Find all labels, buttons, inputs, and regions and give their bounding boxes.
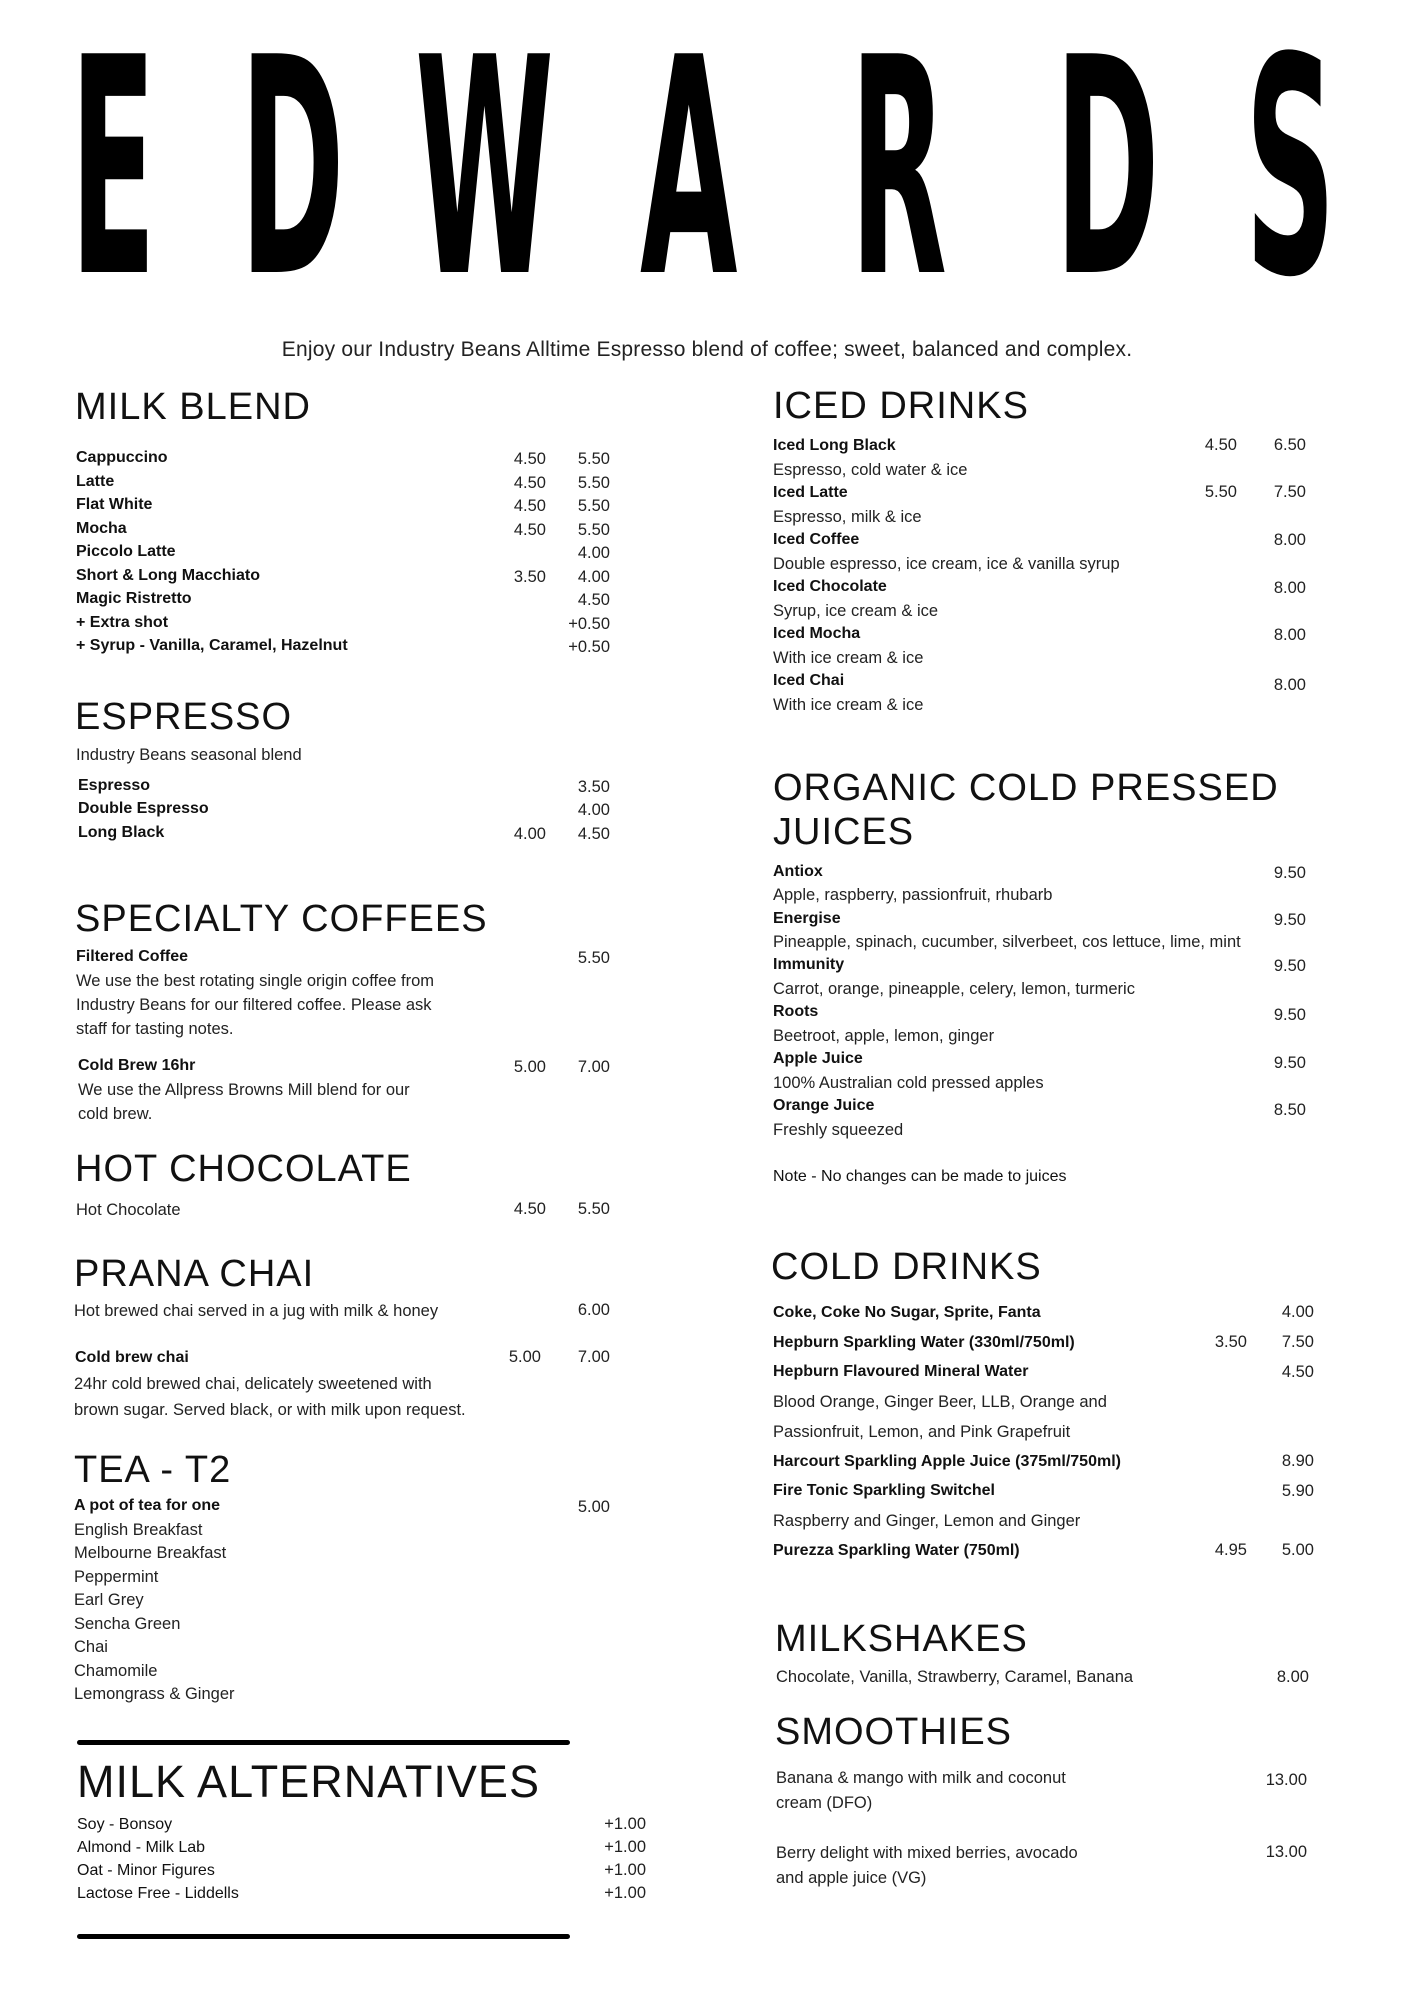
price-large: 7.50 [1281, 1333, 1314, 1351]
price-large: 5.50 [577, 474, 610, 492]
menu-item-name: Cappuccino [76, 449, 168, 466]
price-large: 7.50 [1273, 483, 1306, 501]
section-title-cold-drinks: COLD DRINKS [771, 1246, 1042, 1288]
price: 9.50 [1273, 911, 1306, 929]
item-description: Banana & mango with milk and coconut [776, 1769, 1066, 1787]
item-description: Carrot, orange, pineapple, celery, lemon, turmeric [773, 980, 1135, 998]
item-description: Freshly squeezed [773, 1121, 904, 1139]
section-title-espresso: ESPRESSO [75, 696, 293, 738]
divider-top [77, 1740, 570, 1745]
menu-item-name: Long Black [78, 824, 165, 841]
menu-item-name: Roots [773, 1003, 819, 1020]
menu-item-name: Double Espresso [78, 800, 209, 817]
milkshake-flavours: Chocolate, Vanilla, Strawberry, Caramel, Banana [776, 1668, 1134, 1686]
item-description: With ice cream & ice [773, 649, 924, 667]
milk-alt-name: Oat - Minor Figures [77, 1862, 215, 1879]
brand-logo [0, 0, 1414, 343]
price: 9.50 [1273, 1006, 1306, 1024]
price-small: 4.50 [513, 497, 546, 515]
logo-letter: D [240, 0, 345, 343]
price-large: +0.50 [568, 615, 610, 633]
price-large: 4.50 [577, 591, 610, 609]
item-description: Espresso, cold water & ice [773, 461, 968, 479]
tea-variety: Peppermint [74, 1568, 159, 1586]
item-description: 100% Australian cold pressed apples [773, 1074, 1044, 1092]
item-description: We use the best rotating single origin coffee from [76, 972, 435, 990]
price-small: 4.50 [513, 474, 546, 492]
section-subtitle: Industry Beans seasonal blend [76, 746, 302, 764]
section-title-specialty: SPECIALTY COFFEES [75, 898, 488, 940]
item-description: Pineapple, spinach, cucumber, silverbeet, cos lettuce, lime, mint [773, 933, 1241, 951]
logo-letter: E [70, 0, 157, 343]
section-title-tea: TEA - T2 [74, 1449, 232, 1491]
price-small: 5.00 [508, 1348, 541, 1366]
menu-item-name: Purezza Sparkling Water (750ml) [773, 1542, 1020, 1559]
section-title-iced-drinks: ICED DRINKS [773, 385, 1029, 427]
price-large: 5.50 [577, 497, 610, 515]
menu-item-name: Hot brewed chai served in a jug with milk & honey [74, 1302, 439, 1320]
tea-heading: A pot of tea for one [74, 1497, 221, 1514]
tea-variety: Sencha Green [74, 1615, 181, 1633]
section-title-smoothies: SMOOTHIES [775, 1711, 1013, 1753]
price-large: 7.00 [577, 1058, 610, 1076]
item-description: Double espresso, ice cream, ice & vanilla syrup [773, 555, 1120, 573]
price-small: 3.50 [1214, 1333, 1247, 1351]
price-large: +0.50 [568, 638, 610, 656]
price-small: 4.95 [1214, 1541, 1247, 1559]
menu-item-name: Iced Chai [773, 672, 845, 689]
price-small: 3.50 [513, 568, 546, 586]
logo-letter: W [415, 0, 554, 343]
price-large: 5.50 [577, 1200, 610, 1218]
price-small: 5.00 [513, 1058, 546, 1076]
title-line: JUICES [773, 811, 915, 853]
juices-note: Note - No changes can be made to juices [773, 1168, 1067, 1185]
section-title-juices [773, 766, 1279, 854]
item-description: brown sugar. Served black, or with milk upon request. [74, 1401, 466, 1419]
section-title-prana-chai: PRANA CHAI [74, 1253, 315, 1295]
menu-item-name: Magic Ristretto [76, 590, 192, 607]
item-description: Passionfruit, Lemon, and Pink Grapefruit [773, 1423, 1071, 1441]
price: 9.50 [1273, 864, 1306, 882]
item-description: Raspberry and Ginger, Lemon and Ginger [773, 1512, 1081, 1530]
tea-variety: Chai [74, 1638, 108, 1656]
section-title-milk-blend: MILK BLEND [75, 386, 311, 428]
menu-item-name: Espresso [78, 777, 151, 794]
tea-variety: Earl Grey [74, 1591, 144, 1609]
section-title-milk-alternatives: MILK ALTERNATIVES [77, 1756, 540, 1807]
price-large: 8.00 [1273, 579, 1306, 597]
menu-item-name: Hot Chocolate [76, 1201, 181, 1219]
price-large: 4.00 [1281, 1303, 1314, 1321]
menu-item-name: + Extra shot [76, 614, 169, 631]
menu-item-name: Flat White [76, 496, 153, 513]
menu-item-name: Mocha [76, 520, 127, 537]
menu-item-name: Hepburn Flavoured Mineral Water [773, 1363, 1029, 1380]
menu-item-name: Apple Juice [773, 1050, 863, 1067]
menu-item-name: Short & Long Macchiato [76, 567, 260, 584]
item-description: Industry Beans for our filtered coffee. Please ask [76, 996, 432, 1014]
tea-variety: Lemongrass & Ginger [74, 1685, 235, 1703]
smoothie-price: 13.00 [1265, 1843, 1307, 1861]
logo-letter: A [640, 0, 738, 343]
item-description: Blood Orange, Ginger Beer, LLB, Orange and [773, 1393, 1107, 1411]
title-line: ORGANIC COLD PRESSED [773, 767, 1279, 809]
milk-alt-name: Almond - Milk Lab [77, 1839, 206, 1856]
price-large: 5.90 [1281, 1482, 1314, 1500]
menu-item-name: Cold Brew 16hr [78, 1057, 196, 1074]
price-small: 4.00 [513, 825, 546, 843]
price-large: 8.00 [1273, 531, 1306, 549]
price-large: 6.50 [1273, 436, 1306, 454]
item-description: Syrup, ice cream & ice [773, 602, 939, 620]
price-large: 4.00 [577, 568, 610, 586]
price-large: 8.90 [1281, 1452, 1314, 1470]
milkshake-price: 8.00 [1276, 1668, 1309, 1686]
price-large: 5.50 [577, 949, 610, 967]
tea-variety: Melbourne Breakfast [74, 1544, 227, 1562]
menu-item-name: Iced Mocha [773, 625, 861, 642]
item-description: Apple, raspberry, passionfruit, rhubarb [773, 886, 1053, 904]
menu-item-name: Immunity [773, 956, 845, 973]
item-description: 24hr cold brewed chai, delicately sweetened with [74, 1375, 432, 1393]
logo-letter: D [1055, 0, 1160, 343]
price-large: 4.00 [577, 544, 610, 562]
tea-variety: English Breakfast [74, 1521, 203, 1539]
price: 8.50 [1273, 1101, 1306, 1119]
item-description: With ice cream & ice [773, 696, 924, 714]
item-description: We use the Allpress Browns Mill blend for our [78, 1081, 410, 1099]
menu-item-name: Iced Latte [773, 484, 848, 501]
price-large: 8.00 [1273, 676, 1306, 694]
divider-bottom [77, 1934, 570, 1939]
section-title-hot-chocolate: HOT CHOCOLATE [75, 1148, 412, 1190]
price-large: 4.00 [577, 801, 610, 819]
price-large: 8.00 [1273, 626, 1306, 644]
menu-item-name: Harcourt Sparkling Apple Juice (375ml/750ml) [773, 1453, 1121, 1470]
price-small: 4.50 [513, 1200, 546, 1218]
menu-item-name: Iced Long Black [773, 437, 896, 454]
milk-alt-price: +1.00 [604, 1861, 646, 1879]
tagline: Enjoy our Industry Beans Alltime Espresso blend of coffee; sweet, balanced and complex. [281, 338, 1133, 361]
menu-item-name: Fire Tonic Sparkling Switchel [773, 1482, 995, 1499]
section-title-milkshakes: MILKSHAKES [775, 1618, 1028, 1660]
menu-item-name: Coke, Coke No Sugar, Sprite, Fanta [773, 1304, 1041, 1321]
item-description: and apple juice (VG) [776, 1869, 927, 1887]
milk-alt-price: +1.00 [604, 1838, 646, 1856]
price-large: 5.50 [577, 450, 610, 468]
item-description: staff for tasting notes. [76, 1020, 234, 1038]
milk-alt-price: +1.00 [604, 1815, 646, 1833]
price-small: 5.50 [1204, 483, 1237, 501]
price-small: 4.50 [513, 521, 546, 539]
price-large: 4.50 [577, 825, 610, 843]
menu-item-name: Orange Juice [773, 1097, 875, 1114]
menu-item-name: Filtered Coffee [76, 948, 189, 965]
price-large: 7.00 [577, 1348, 610, 1366]
menu-item-name: Cold brew chai [75, 1349, 189, 1366]
item-description: Berry delight with mixed berries, avocado [776, 1844, 1078, 1862]
menu-item-name: Antiox [773, 863, 823, 880]
price-large: 3.50 [577, 778, 610, 796]
menu-item-name: Energise [773, 910, 841, 927]
price-small: 4.50 [513, 450, 546, 468]
price-large: 4.50 [1281, 1363, 1314, 1381]
menu-item-name: Iced Chocolate [773, 578, 887, 595]
tea-variety: Chamomile [74, 1662, 158, 1680]
milk-alt-price: +1.00 [604, 1884, 646, 1902]
menu-item-name: Latte [76, 473, 115, 490]
menu-item-name: Piccolo Latte [76, 543, 176, 560]
logo-letter: S [1245, 0, 1336, 343]
milk-alt-name: Lactose Free - Liddells [77, 1885, 239, 1902]
price-large: 5.00 [1281, 1541, 1314, 1559]
menu-item-name: + Syrup - Vanilla, Caramel, Hazelnut [76, 637, 348, 654]
item-description: Beetroot, apple, lemon, ginger [773, 1027, 995, 1045]
item-description: cream (DFO) [776, 1794, 873, 1812]
logo-letter: R [850, 0, 948, 343]
price-small: 4.50 [1204, 436, 1237, 454]
menu-item-name: Iced Coffee [773, 531, 860, 548]
price: 9.50 [1273, 957, 1306, 975]
price-large: 6.00 [577, 1301, 610, 1319]
item-description: Espresso, milk & ice [773, 508, 922, 526]
tea-price: 5.00 [577, 1498, 610, 1516]
price: 9.50 [1273, 1054, 1306, 1072]
smoothie-price: 13.00 [1265, 1771, 1307, 1789]
item-description: cold brew. [78, 1105, 153, 1123]
milk-alt-name: Soy - Bonsoy [77, 1816, 173, 1833]
menu-item-name: Hepburn Sparkling Water (330ml/750ml) [773, 1334, 1075, 1351]
price-large: 5.50 [577, 521, 610, 539]
